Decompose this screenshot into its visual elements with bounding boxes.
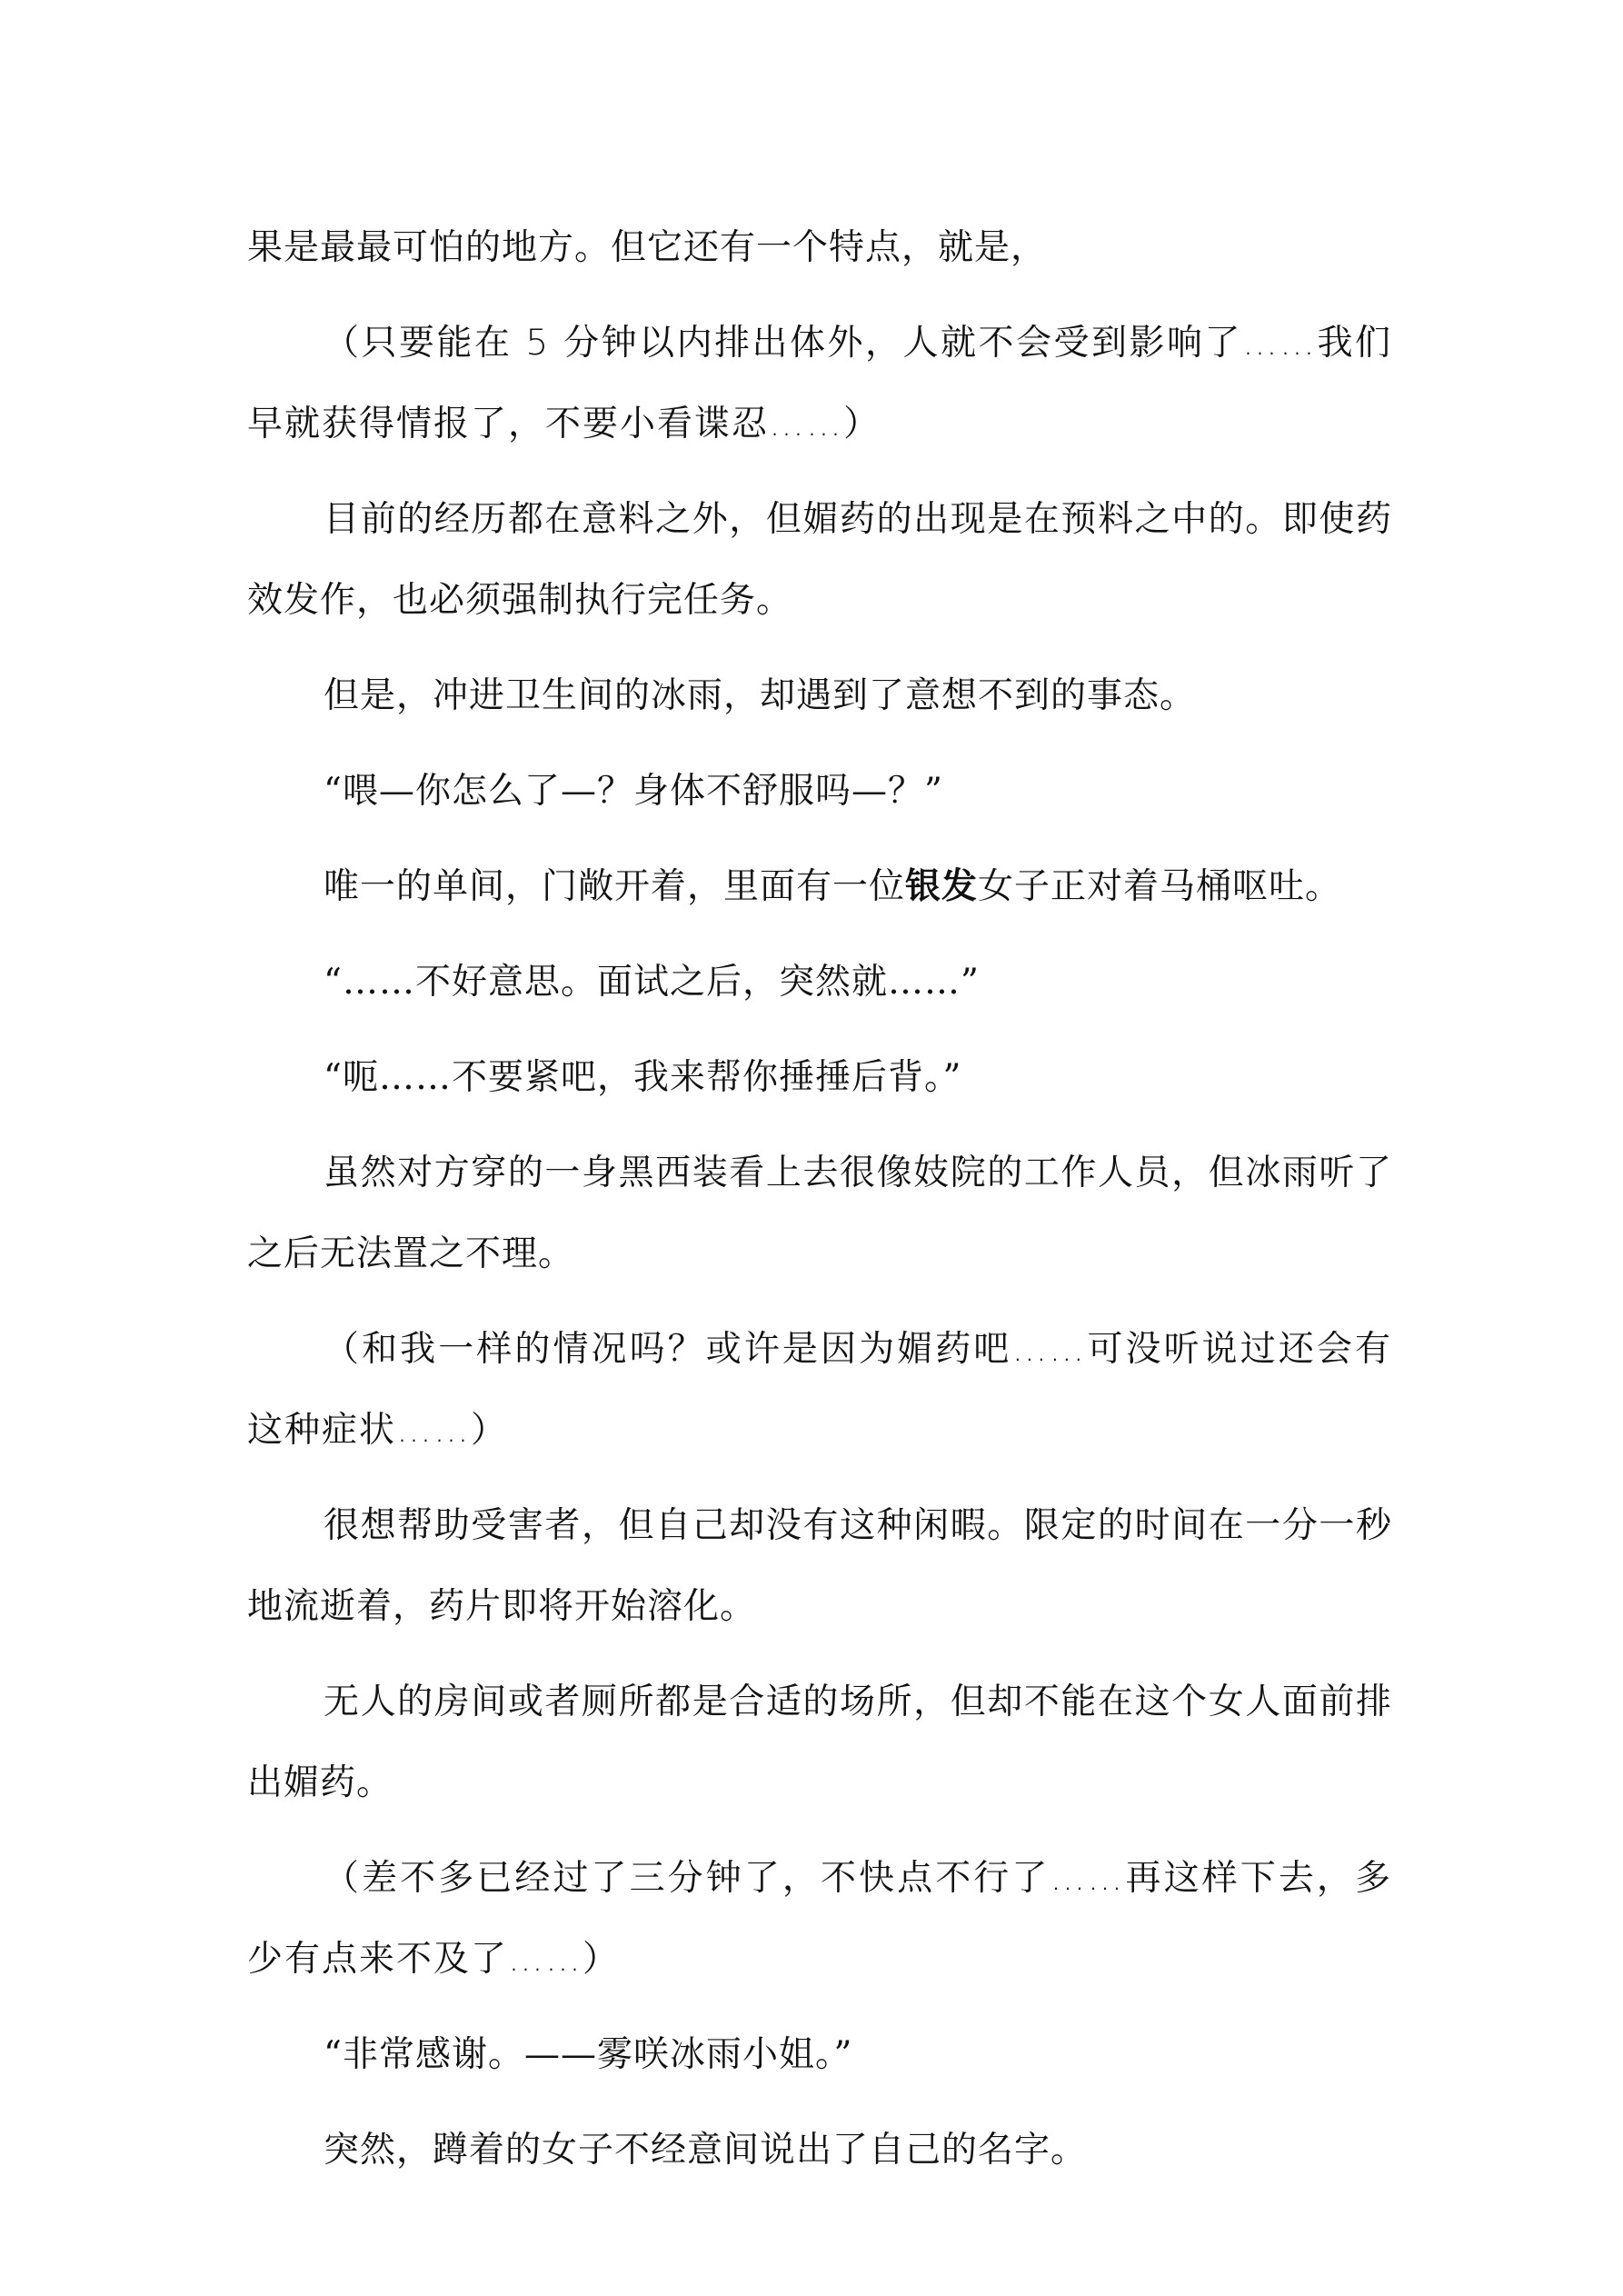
paragraph-6-part-c: 女子正对着马桶呕吐。: [978, 866, 1342, 907]
thought-text: （和我一样的情况吗？或许是因为媚药吧……可没听说过还会有这种症状……）: [247, 1329, 1392, 1451]
paragraph-13-thought: [247, 1838, 1392, 2000]
paragraph-6-part-a: 唯一的单间，门敞开着，里面有一位: [324, 866, 906, 907]
paragraph-12: 无人的房间或者厕所都是合适的场所，但却不能在这个女人面前排出媚药。: [247, 1682, 1392, 1803]
body-text: [247, 207, 1392, 2205]
paragraph-15: 突然，蹲着的女子不经意间说出了自己的名字。: [324, 2130, 1088, 2171]
paragraph-11: 很想帮助受害者，但自己却没有这种闲暇。限定的时间在一分一秒地流逝着，药片即将开始溶化。: [247, 1505, 1392, 1627]
paragraph-4: 但是，冲进卫生间的冰雨，却遇到了意想不到的事态。: [324, 675, 1197, 716]
paragraph-5-dialogue: “喂—你怎么了—？身体不舒服吗—？”: [324, 771, 943, 812]
paragraph-9: 虽然对方穿的一身黑西装看上去很像妓院的工作人员，但冰雨听了之后无法置之不理。: [247, 1153, 1392, 1274]
thought-text: （只要能在 5 分钟以内排出体外，人就不会受到影响了……我们早就获得情报了，不要小看谍忍……）: [247, 323, 1392, 444]
paragraph-7-dialogue: “……不好意思。面试之后，突然就……”: [324, 962, 980, 1003]
paragraph-2-thought: [247, 303, 1392, 464]
paragraph-8-dialogue: “呃……不要紧吧，我来帮你捶捶后背。”: [324, 1057, 962, 1098]
paragraph-10-thought: [247, 1309, 1392, 1471]
paragraph-14-dialogue: “非常感谢。——雾咲冰雨小姐。”: [324, 2034, 853, 2075]
paragraph-6: [247, 846, 1392, 927]
thought-text: （差不多已经过了三分钟了，不快点不行了……再这样下去，多少有点来不及了……）: [247, 1858, 1392, 1980]
bold-term: 银发: [905, 866, 979, 907]
paragraph-3: 目前的经历都在意料之外，但媚药的出现是在预料之中的。即使药效发作，也必须强制执行完任务。: [247, 499, 1392, 621]
paragraph-1: 果是最最可怕的地方。但它还有一个特点，就是，: [247, 227, 1048, 268]
